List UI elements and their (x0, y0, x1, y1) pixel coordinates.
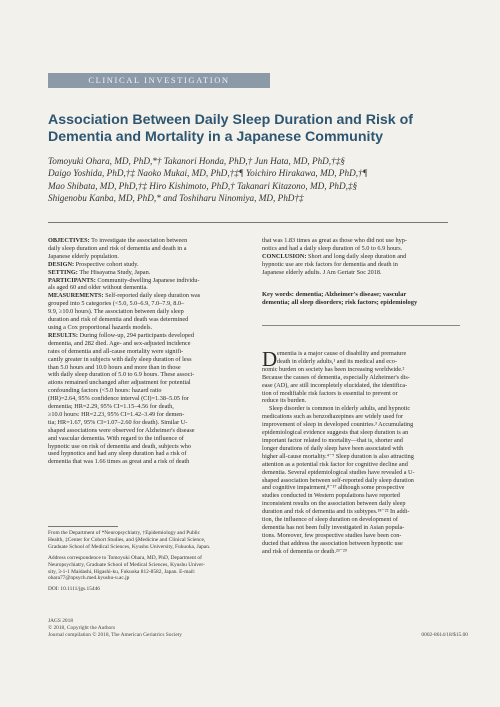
intro-line: medications such as benzodiazepines are widely used for (262, 413, 404, 421)
intro-line: improvement of sleep in developed countries.³ Accumulating (262, 421, 414, 429)
abstract-line (48, 316, 248, 324)
abstract-text: Community-dwelling Japanese individu- (95, 276, 200, 284)
abstract-text: duration and risk of dementia and death was determined (48, 316, 189, 324)
footnote-line: Neuropsychiatry, Graduate School of Medical Sciences, Kyushu Univer- (48, 561, 205, 568)
abstract-line (262, 245, 468, 253)
abstract-line (262, 253, 468, 261)
keywords-line: dementia; all sleep disorders; risk factors; epidemiology (262, 299, 418, 307)
abstract-line (48, 253, 248, 261)
title-line: Dementia and Mortality in a Japanese Community (48, 129, 384, 145)
abstract-line (48, 348, 248, 356)
abstract-text: Japanese elderly population. (48, 252, 119, 260)
abstract-text: dementia; HR=2.29, 95% CI=1.15–4.56 for death, (48, 403, 174, 411)
abstract-line (48, 450, 248, 458)
abstract-text: als aged 60 and older without dementia. (48, 284, 148, 292)
abstract-line (48, 340, 248, 348)
abstract-line (48, 435, 248, 443)
abstract-text: Prospective cohort study. (74, 260, 139, 268)
abstract-line (262, 269, 468, 277)
abstract-line (48, 284, 248, 292)
abstract-heading: CONCLUSION: (262, 252, 307, 260)
intro-line: longer durations of daily sleep have been associated with (262, 444, 404, 452)
intro-line: attention as a potential risk factor for cognitive decline and (262, 460, 408, 468)
intro-line: shaped association between self-reported daily sleep duration (262, 476, 414, 484)
abstract-text: To investigate the association between (89, 237, 188, 244)
author-line: Tomoyuki Ohara, MD, PhD,*† Takanori Honda, PhD,† Jun Hata, MD, PhD,†‡§ (48, 156, 345, 166)
abstract-line (48, 261, 248, 269)
intro-line: reduce its burden. (262, 397, 307, 405)
abstract-text: dementia, and 282 died. Age- and sex-adjusted incidence (48, 339, 191, 347)
abstract-line (48, 237, 248, 245)
abstract-text: ations remained unchanged after adjustment for potential (48, 379, 191, 387)
journal-line: Journal compilation © 2018, The American Geriatrics Society (48, 632, 182, 638)
intro-line: Because the causes of dementia, especially Alzheimer's dis- (262, 373, 410, 381)
intro-line: and cognitive impairment,⁸⁻¹⁷ although some prospective (262, 484, 405, 492)
intro-line: ease (AD), are still incompletely elucidated, the identifica- (262, 381, 408, 389)
abstract-heading: DESIGN: (48, 260, 75, 268)
abstract-line (48, 308, 248, 316)
drop-cap: D (262, 347, 278, 371)
keywords-line: Key words: dementia; Alzheimer's disease; vascular (262, 291, 407, 298)
abstract-text: hypnotic use on risk of dementia and death, subjects who (48, 442, 192, 450)
intro-line: studies conducted in Western populations have reported (262, 492, 400, 500)
introduction-text (262, 347, 468, 556)
abstract-line (48, 292, 248, 300)
abstract-left-column (48, 237, 248, 466)
abstract-text: Japanese elderly adults. J Am Geriatr Soc 2018. (262, 268, 382, 276)
abstract-line (48, 364, 248, 372)
intro-line: nomic burden on society has been increasing worldwide.² (262, 365, 405, 373)
footnote-line: DOI: 10.1111/jgs.15446 (48, 586, 100, 593)
intro-line: Sleep disorder is common in elderly adults, and hypnotic (269, 405, 411, 413)
abstract-heading: SETTING: (48, 268, 78, 276)
abstract-text: ≥10.0 hours: HR=2.23, 95% CI=1.42–3.49 for demen- (48, 410, 185, 418)
abstract-line (48, 300, 248, 308)
abstract-line (48, 371, 248, 379)
abstract-line (48, 419, 248, 427)
author-line: Daigo Yoshida, PhD,†‡ Naoko Mukai, MD, PhD,†‡¶ Yoichiro Hirakawa, MD, PhD,†¶ (48, 168, 368, 179)
abstract-text: used hypnotics and had any sleep duration had a risk of (48, 450, 187, 458)
abstract-text: Self-reported daily sleep duration was (103, 292, 201, 300)
abstract-line (262, 237, 468, 245)
footnote-divider (48, 526, 118, 527)
intro-line: and risk of dementia or death.²³⁻²⁹ (262, 547, 347, 555)
abstract-text: and vascular dementia. With regard to the influence of (48, 434, 184, 442)
abstract-text: using a Cox proportional hazards models. (48, 323, 153, 331)
intro-line: tions. Moreover, few prospective studies have been con- (262, 531, 402, 539)
footnote-line: ohara77@npsych.med.kyushu-u.ac.jp (48, 575, 130, 582)
abstract-text: with daily sleep duration of 5.0 to 6.9 hours. These associ- (48, 371, 195, 379)
abstract-text: Short and long daily sleep duration and (306, 252, 407, 260)
footnote-line: Health, ‡Center for Cohort Studies, and §Medicine and Clinical Science, (48, 536, 206, 543)
abstract-line (48, 403, 248, 411)
abstract-text: 9.9, ≥10.0 hours). The association between daily sleep (48, 308, 184, 316)
abstract-text: tia; HR=1.67, 95% CI=1.07–2.60 for death). Similar U- (48, 418, 188, 426)
abstract-line (48, 443, 248, 451)
abstract-line (48, 458, 248, 466)
intro-line: dementia has not been fully investigated in Asian popula- (262, 523, 405, 531)
abstract-text: The Hisayama Study, Japan. (77, 268, 151, 276)
abstract-line (48, 356, 248, 364)
intro-line: death in elderly adults,¹ and its medical and eco- (277, 357, 397, 365)
abstract-heading: PARTICIPANTS: (48, 276, 96, 284)
abstract-text: notics and had a daily sleep duration of 5.0 to 6.9 hours. (262, 244, 403, 252)
abstract-text: hypnotic use are risk factors for dementia and death in (262, 260, 398, 268)
intro-line: tion of modifiable risk factors is essential to prevent or (262, 389, 398, 397)
section-banner: CLINICAL INVESTIGATION (48, 73, 270, 88)
abstract-text: than 5.0 hours and 10.0 hours and more than in those (48, 363, 181, 371)
author-line: Mao Shibata, MD, PhD,†‡ Hiro Kishimoto, PhD,† Takanari Kitazono, MD, PhD,‡§ (48, 180, 358, 191)
intro-line: ducted that address the association between hypnotic use (262, 539, 403, 547)
abstract-line (48, 395, 248, 403)
journal-line: JAGS 2018 (48, 618, 74, 624)
intro-line: tion, the influence of sleep duration on development of (262, 516, 398, 524)
author-line: Shigenobu Kanba, MD, PhD,* and Toshiharu Ninomiya, MD, PhD†‡ (48, 193, 304, 204)
article-title (48, 112, 468, 146)
abstract-right-column (262, 237, 468, 277)
intro-line: higher all-cause mortality.⁴⁻⁷ Sleep duration is also attracting (262, 452, 414, 460)
header-divider (48, 222, 448, 223)
abstract-heading: MEASUREMENTS: (48, 292, 104, 300)
affiliation-footnote (48, 530, 253, 593)
journal-info (48, 618, 248, 639)
intro-line: duration and risk of dementia and its subtypes.¹⁸⁻²² In addi- (262, 508, 410, 516)
abstract-text: confounding factors (<5.0 hours: hazard ratio (48, 387, 162, 395)
abstract-heading: RESULTS: (48, 331, 78, 339)
footnote-line: Graduate School of Medical Sciences, Kyushu University, Fukuoka, Japan. (48, 543, 211, 550)
abstract-heading: OBJECTIVES: (48, 237, 90, 244)
issn-price: 0002-8614/18/$15.00 (421, 632, 468, 638)
footnote-line: From the Department of *Neuropsychiatry, †Epidemiology and Public (48, 530, 201, 536)
abstract-line (48, 427, 248, 435)
abstract-line (48, 277, 248, 285)
intro-line: dementia. Several epidemiological studies have revealed a U- (262, 468, 415, 476)
abstract-text: cantly greater in subjects with daily sleep duration of less (48, 355, 192, 363)
abstract-text: shaped associations were observed for Alzheimer's disease (48, 426, 195, 434)
abstract-line (48, 332, 248, 340)
intro-line: important factor related to mortality—that is, shorter and (262, 436, 403, 444)
abstract-text: rates of dementia and all-cause mortality were signifi- (48, 347, 184, 355)
abstract-line (48, 269, 248, 277)
keywords (262, 291, 468, 307)
abstract-line (48, 379, 248, 387)
abstract-text: grouped into 5 categories (<5.0, 5.0–6.9, 7.0–7.9, 8.0– (48, 300, 185, 308)
intro-line: ementia is a major cause of disability and premature (277, 350, 407, 357)
intro-line: epidemiological evidence suggests that sleep duration is an (262, 429, 409, 437)
abstract-line (48, 324, 248, 332)
title-line: Association Between Daily Sleep Duration and Risk of (48, 112, 414, 128)
journal-line: © 2018, Copyright the Authors (48, 625, 116, 631)
intro-line: inconsistent results on the association between daily sleep (262, 500, 406, 508)
keywords-divider (262, 325, 460, 326)
footnote-line: sity, 3-1-1 Maidashi, Higashi-ku, Fukuoka 812-8582, Japan. E-mail: (48, 568, 196, 575)
abstract-text: (HR)=2.64, 95% confidence interval (CI)=1.38–5.05 for (48, 395, 189, 403)
abstract-line (48, 411, 248, 419)
abstract-text: dementia that was 1.66 times as great and a risk of death (48, 458, 190, 466)
abstract-text: daily sleep duration and risk of dementia and death in a (48, 244, 187, 252)
abstract-text: During follow-up, 294 participants developed (78, 331, 194, 339)
abstract-line (262, 261, 468, 269)
abstract-line (48, 387, 248, 395)
abstract-text: that was 1.83 times as great as those who did not use hyp- (262, 237, 407, 244)
author-list (48, 155, 478, 205)
footnote-line: Address correspondence to Tomoyuki Ohara, MD, PhD, Department of (48, 554, 202, 561)
abstract-line (48, 245, 248, 253)
